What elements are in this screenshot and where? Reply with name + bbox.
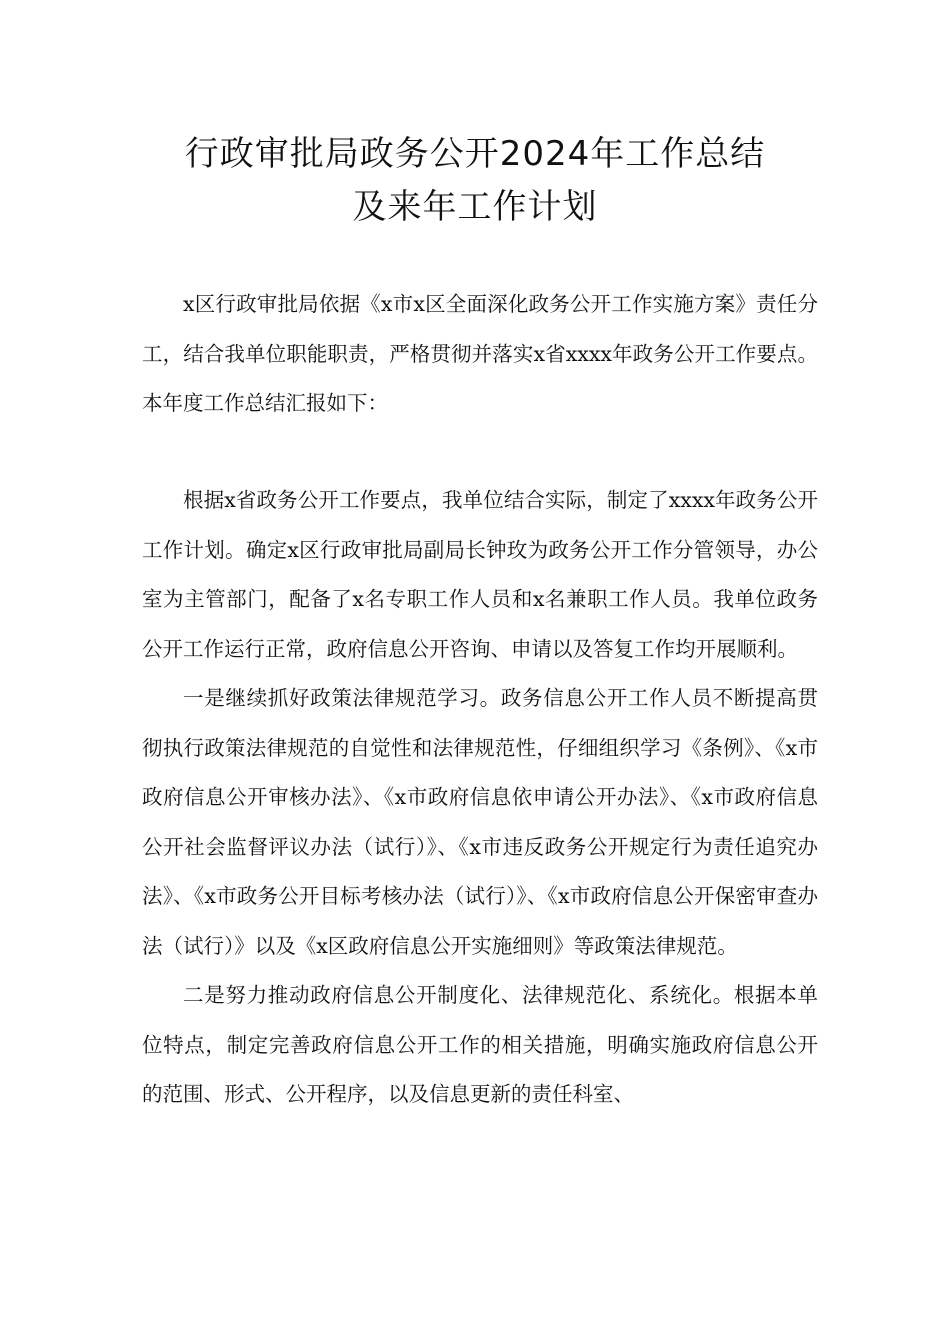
body-paragraph-1: 根据x省政务公开工作要点，我单位结合实际，制定了xxxx年政务公开工作计划。确定x区行政审批局副局长钟玫为政务公开工作分管领导，办公室为主管部门，配备了x名专职工作人员和x名兼职工作人员。我单位政务公开工作运行正常，政府信息公开咨询、申请以及答复工作均开展顺利。 [142, 488, 818, 661]
intro-paragraph: x区行政审批局依据《x市x区全面深化政务公开工作实施方案》责任分工，结合我单位职能职责，严格贯彻并落实x省xxxx年政务公开工作要点。本年度工作总结汇报如下： [142, 292, 818, 415]
document-title [0, 128, 950, 234]
intro-section [142, 280, 818, 429]
title-line-2: 及来年工作计划 [352, 187, 598, 227]
body-paragraph-2: 一是继续抓好政策法律规范学习。政务信息公开工作人员不断提高贯彻执行政策法律规范的自觉性和法律规范性，仔细组织学习《条例》、《x市政府信息公开审核办法》、《x市政府信息依申请公开办法》、《x市政府信息公开社会监督评议办法（试行）》、《x市违反政务公开规定行为责任追究办法》、《x市政务公开目标考核办法（试行）》、《x市政府信息公开保密审查办法（试行）》以及《x区政府信息公开实施细则》等政策法律规范。 [142, 686, 818, 958]
title-line-1: 行政审批局政务公开2024年工作总结 [184, 134, 766, 174]
body-section [142, 476, 818, 1120]
body-paragraph-3: 二是努力推动政府信息公开制度化、法律规范化、系统化。根据本单位特点，制定完善政府信息公开工作的相关措施，明确实施政府信息公开的范围、形式、公开程序，以及信息更新的责任科室、 [142, 983, 818, 1106]
